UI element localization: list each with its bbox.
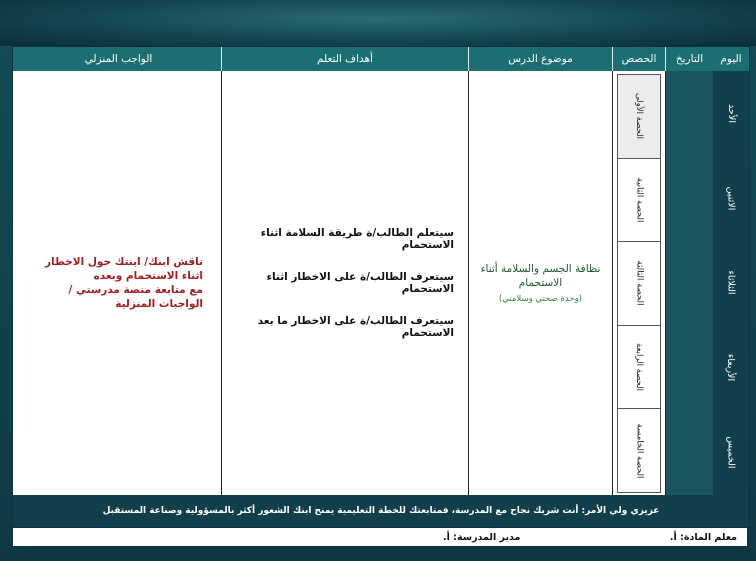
homework-text: مع متابعة منصة مدرستي / الواجبات المنزلية (68, 284, 203, 311)
header-homework: الواجب المنزلي (84, 53, 153, 65)
day-cell: الثلاثاء (725, 270, 737, 296)
days-column (713, 71, 749, 495)
day-cell: الخميس (725, 436, 737, 469)
signature-footer (12, 527, 748, 547)
header-period: الحصص (612, 47, 665, 71)
learning-goal: سيتعرف الطالب/ة على الاخطار اثناء الاستحمام (266, 271, 454, 295)
goals-column (221, 71, 468, 495)
topic-column (468, 71, 612, 495)
period-cell: الحصة الثالثة (617, 241, 661, 326)
lesson-unit: (وحدة صحتي وسلامتي) (498, 294, 583, 305)
weekly-plan-table (12, 46, 750, 528)
period-cell: الحصة الرابعة (617, 325, 661, 410)
periods-column (612, 71, 665, 495)
homework-column (16, 71, 221, 495)
date-column (665, 71, 713, 495)
parent-note: عزيزي ولي الأمر: أنت شريك نجاح مع المدرسة، فمتابعتك للخطة التعليمية يمنح ابنك الشعور أكثر بالمسؤولية وصناعة المستقبل (13, 495, 749, 527)
day-cell: الاثنين (725, 186, 737, 211)
header-day: اليوم (720, 53, 742, 65)
learning-goal: سيتعلم الطالب/ة طريقة السلامة اثناء الاستحمام (260, 227, 454, 251)
homework-text: ناقش ابنك/ ابنتك حول الاخطار اثناء الاستحمام وبعده (44, 255, 203, 282)
teacher-signature: معلم المادة: أ. (669, 531, 737, 543)
header-goals: أهداف التعلم (221, 47, 468, 71)
day-cell: الأحد (725, 103, 737, 123)
period-cell: الحصة الأولى (617, 74, 661, 159)
manager-signature: مدير المدرسة: أ. (443, 531, 521, 543)
period-cell: الحصة الخامسة (617, 408, 661, 493)
learning-goal: سيتعرف الطالب/ة على الاخطار ما بعد الاستحمام (257, 315, 454, 339)
table-body (13, 71, 749, 495)
period-cell: الحصة الثانية (617, 158, 661, 243)
table-header (13, 47, 749, 71)
top-banner (0, 0, 756, 46)
header-topic: موضوع الدرس (468, 47, 612, 71)
lesson-topic: نظافة الجسم والسلامة أثناء الاستحمام (480, 262, 601, 289)
day-cell: الأربعاء (725, 354, 737, 382)
header-date: التاريخ (665, 47, 713, 71)
